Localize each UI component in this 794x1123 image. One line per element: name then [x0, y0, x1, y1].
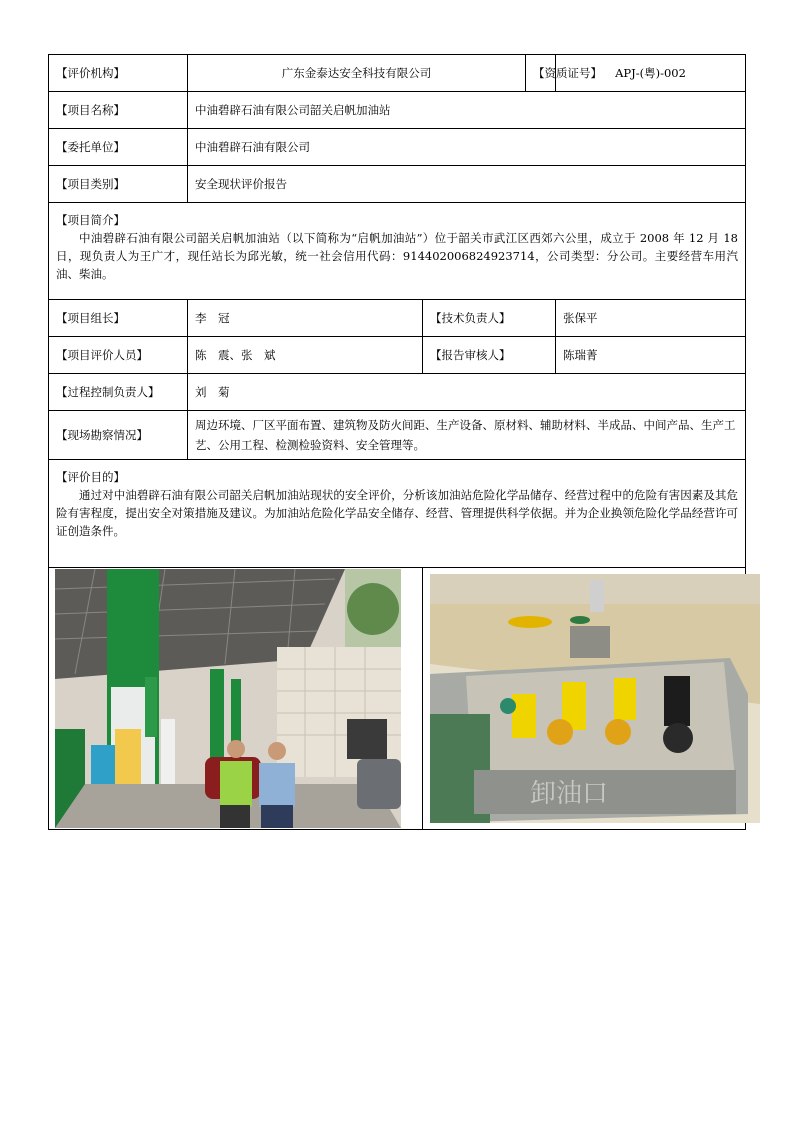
- intro-label: 【项目简介】: [56, 213, 125, 227]
- process-value: 刘 菊: [188, 374, 746, 411]
- tech-label: 【技术负责人】: [423, 300, 556, 337]
- client-label: 【委托单位】: [49, 129, 188, 166]
- row-client: [49, 129, 746, 166]
- client-value: 中油碧辟石油有限公司: [188, 129, 746, 166]
- photo-cell-1: [49, 568, 423, 830]
- survey-value: 周边环境、厂区平面布置、建筑物及防火间距、生产设备、原材料、辅助材料、半成品、中间产品、生产工艺、公用工程、检测检验资料、安全管理等。: [188, 411, 746, 460]
- row-project-name: [49, 92, 746, 129]
- category-value: 安全现状评价报告: [188, 166, 746, 203]
- photo-cell-2: [423, 568, 746, 830]
- evaluators-label: 【项目评价人员】: [49, 337, 188, 374]
- unloading-port-illustration: [430, 574, 760, 823]
- intro-block: [49, 203, 746, 300]
- project-name-value: 中油碧辟石油有限公司韶关启帆加油站: [188, 92, 746, 129]
- reviewer-value: 陈瑞菁: [556, 337, 746, 374]
- purpose-text: 通过对中油碧辟石油有限公司韶关启帆加油站现状的安全评价，分析该加油站危险化学品储存、经营过程中的危险有害因素及其危险有害程度，提出安全对策措施及建议。为加油站危险化学品安全储存、经营、管理提供科学依据。并为企业换领危险化学品经营许可证创造条件。: [56, 488, 739, 538]
- cert-value: APJ-(粤)-002: [556, 55, 746, 92]
- reviewer-label: 【报告审核人】: [423, 337, 556, 374]
- unloading-port-ground-text: 卸油口: [530, 779, 609, 809]
- project-name-label: 【项目名称】: [49, 92, 188, 129]
- row-process: [49, 374, 746, 411]
- row-purpose: [49, 460, 746, 568]
- category-label: 【项目类别】: [49, 166, 188, 203]
- oil-unloading-port-photo: [430, 574, 760, 823]
- row-evaluators: [49, 337, 746, 374]
- intro-text: 中油碧辟石油有限公司韶关启帆加油站（以下简称为“启帆加油站”）位于韶关市武江区西郊六公里，成立于 2008 年 12 月 18 日，现负责人为王广才，现任站长为邱光敏，统一社会信用代码：914402006824923714，公司类型：分公司。主要经营车用汽油、柴油。: [56, 231, 739, 281]
- row-photos: [49, 568, 746, 830]
- purpose-block: [49, 460, 746, 568]
- info-table: [48, 54, 746, 830]
- process-label: 【过程控制负责人】: [49, 374, 188, 411]
- row-survey: [49, 411, 746, 460]
- row-category: [49, 166, 746, 203]
- row-leader: [49, 300, 746, 337]
- forecourt-illustration: [55, 569, 401, 828]
- row-intro: [49, 203, 746, 300]
- tech-value: 张保平: [556, 300, 746, 337]
- evaluators-value: 陈 震、张 斌: [188, 337, 423, 374]
- gas-station-forecourt-photo: [55, 569, 401, 828]
- purpose-label: 【评价目的】: [56, 470, 125, 484]
- row-org: [49, 55, 746, 92]
- leader-value: 李 冠: [188, 300, 423, 337]
- evaluation-info-sheet: [48, 54, 745, 830]
- org-label: 【评价机构】: [49, 55, 188, 92]
- leader-label: 【项目组长】: [49, 300, 188, 337]
- cert-label: 【资质证号】: [526, 55, 556, 92]
- survey-label: 【现场勘察情况】: [49, 411, 188, 460]
- org-value: 广东金泰达安全科技有限公司: [188, 55, 526, 92]
